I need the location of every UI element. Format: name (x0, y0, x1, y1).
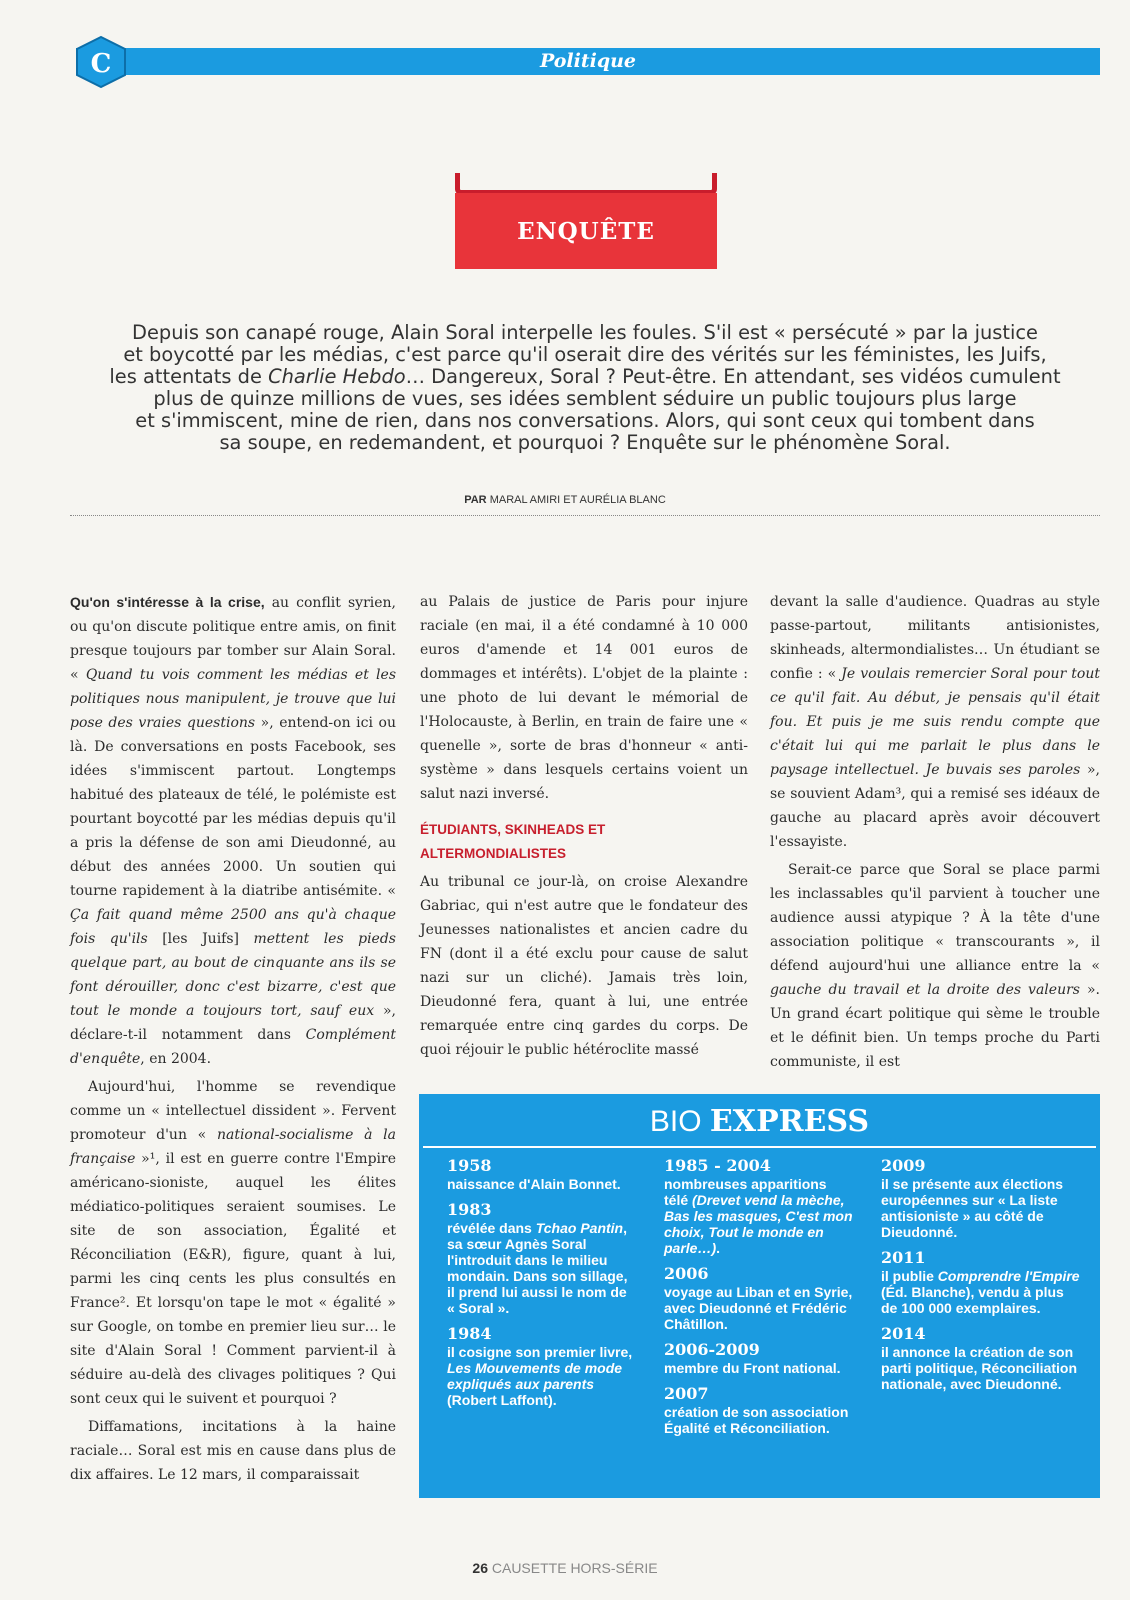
bio-column-3 (881, 1156, 1081, 1392)
bio-text: voyage au Liban et en Syrie, avec Dieudonné et Frédéric Châtillon. (664, 1284, 853, 1332)
intro-line: les attentats de Charlie Hebdo… Dangereux, Soral ? Peut-être. En attendant, ses vidéos cumulent (109, 365, 1061, 388)
bio-year: 1958 (447, 1156, 492, 1175)
paragraph: au Palais de justice de Paris pour injure raciale (en mai, il a été condamné à 10 000 euros d'amende et 14 001 euros de dommages et intérêts). L'objet de la plainte : une photo de lui devant le mémorial de l'Holocauste, à Berlin, en train de faire une « quenelle », sorte de bras d'honneur « anti-système » dans lesquels certains voient un salut nazi inversé. (420, 594, 748, 802)
bio-year: 2006 (664, 1264, 709, 1283)
lead-in: Qu'on s'intéresse à la crise, (70, 594, 265, 610)
bio-text: nombreuses apparitions télé (Drevet vend la mèche, Bas les masques, C'est mon choix, Tout le monde en parle…). (664, 1176, 853, 1256)
paragraph: Aujourd'hui, l'homme se revendique comme un « intellectuel dissident ». Fervent promoteur d'un « national-socialisme à la française »¹, il est en guerre contre l'Empire américano-sioniste, auquel les élites médiatico-politiques seraient soumises. Le site de son association, Égalité et Réconciliation (E&R), figure, quant à lui, parmi les cinq cents les plus consultés en France². Et lorsqu'on tape le mot « égalité » sur Google, on tombe en premier lieu sur… le site d'Alain Soral ! Comment parvient-il à séduire au-delà des clivages politiques ? Qui sont ceux qui le suivent et pourquoi ? (70, 1079, 396, 1407)
logo-letter: C (90, 49, 112, 79)
tag-label: ENQUÊTE (455, 193, 717, 269)
bio-text: il cosigne son premier livre, Les Mouvements de mode expliqués aux parents (Robert Laffont). (447, 1344, 633, 1408)
bio-year: 1985 - 2004 (664, 1156, 771, 1175)
bio-column-2 (664, 1156, 854, 1436)
page-number: 26 (472, 1560, 488, 1576)
category-tag (455, 173, 717, 271)
article-column-2 (420, 590, 748, 1062)
tag-bracket (455, 173, 717, 195)
bio-year: 2009 (881, 1156, 926, 1175)
bio-year: 2011 (881, 1248, 926, 1267)
intro-line: plus de quinze millions de vues, ses idées semblent séduire un public toujours plus large (153, 387, 1017, 410)
paragraph: devant la salle d'audience. Quadras au style passe-partout, militants antisionistes, skinheads, altermondialistes… Un étudiant se confie : « Je voulais remercier Soral pour tout ce qu'il fait. Au début, je pensais qu'il était fou. Et puis je me suis rendu compte que c'était lui qui me parlait le plus dans le paysage intellectuel. Je buvais ses paroles », se souvient Adam³, qui a remisé ses idéaux de gauche au placard après avoir découvert l'essayiste. (770, 594, 1100, 850)
bio-text: création de son association Égalité et Réconciliation. (664, 1404, 849, 1436)
article-intro (70, 322, 1100, 454)
byline-authors: MARAL AMIRI ET AURÉLIA BLANC (489, 494, 666, 506)
bio-text: il annonce la création de son parti politique, Réconciliation nationale, avec Dieudonné. (881, 1344, 1078, 1392)
causette-logo-icon (72, 34, 130, 90)
intro-line: sa soupe, en redemandent, et pourquoi ? Enquête sur le phénomène Soral. (219, 431, 951, 454)
bio-year: 2006-2009 (664, 1340, 760, 1359)
divider (70, 515, 1100, 516)
bio-text: il publie Comprendre l'Empire (Éd. Blanche), vendu à plus de 100 000 exemplaires. (881, 1268, 1080, 1316)
bio-divider (423, 1146, 1096, 1148)
page-footer (0, 1560, 1130, 1576)
paragraph: Qu'on s'intéresse à la crise, au conflit syrien, ou qu'on discute politique entre amis, on finit presque toujours par tomber sur Alain Soral. « Quand tu vois comment les médias et les politiques nous manipulent, je trouve que lui pose des vraies questions », entend-on ici ou là. De conversations en posts Facebook, ses idées s'immiscent partout. Longtemps habitué des plateaux de télé, le polémiste est pourtant boycotté par les médias depuis qu'il a pris la défense de son ami Dieudonné, au début des années 2000. Un soutien qui tourne rapidement à la diatribe antisémite. « Ça fait quand même 2500 ans qu'à chaque fois qu'ils [les Juifs] mettent les pieds quelque part, au bout de cinquante ans ils se font dérouiller, donc c'est bizarre, c'est que tout le monde a toujours tort, sauf eux », déclare-t-il notamment dans Complément d'enquête, en 2004. (70, 594, 397, 1067)
bio-title: BIO EXPRESS (649, 1104, 870, 1139)
bio-express-box (419, 1094, 1100, 1498)
bio-column-1 (447, 1156, 637, 1408)
bio-text: naissance d'Alain Bonnet. (447, 1176, 621, 1192)
section-header-bar (76, 48, 1100, 75)
intro-line: et boycotté par les médias, c'est parce qu'il oserait dire des vérités sur les féministes, les Juifs, (123, 343, 1047, 366)
byline (0, 494, 1130, 506)
section-title: Politique (539, 50, 637, 72)
bio-year: 1983 (447, 1200, 492, 1219)
bio-year: 1984 (447, 1324, 492, 1343)
paragraph: Au tribunal ce jour-là, on croise Alexandre Gabriac, qui n'est autre que le fondateur des Jeunesses nationalistes et ancien cadre du FN (dont il a été exclu pour cause de salut nazi sur un cliché). Jamais très loin, Dieudonné fera, quant à lui, une entrée remarquée entre cinq gardes du corps. De quoi réjouir le public hétéroclite massé (420, 874, 748, 1058)
intro-line: et s'immiscent, mine de rien, dans nos conversations. Alors, qui sont ceux qui tombent dans (135, 409, 1035, 432)
bio-year: 2007 (664, 1384, 709, 1403)
bio-text: membre du Front national. (664, 1360, 841, 1376)
bio-year: 2014 (881, 1324, 926, 1343)
paragraph: Diffamations, incitations à la haine raciale… Soral est mis en cause dans plus de dix affaires. Le 12 mars, il comparaissait (70, 1419, 396, 1483)
byline-par: PAR (464, 494, 487, 506)
article-column-1 (70, 590, 396, 1487)
intro-line: Depuis son canapé rouge, Alain Soral interpelle les foules. S'il est « persécuté » par la justice (132, 321, 1038, 344)
bio-text: il se présente aux élections européennes sur « La liste antisioniste » au côté de Dieudonné. (881, 1176, 1064, 1240)
paragraph: Serait-ce parce que Soral se place parmi les inclassables qu'il parvient à toucher une audience aussi atypique ? À la tête d'une association politique « transcourants », il défend aujourd'hui une alliance entre la « gauche du travail et la droite des valeurs ». Un grand écart politique qui sème le trouble et le définit bien. Un temps proche du Parti communiste, il est (770, 862, 1100, 1070)
bio-text: révélée dans Tchao Pantin, sa sœur Agnès Soral l'introduit dans le milieu mondain. Dans son sillage, il prend lui aussi le nom de « Soral ». (447, 1220, 628, 1316)
magazine-name: CAUSETTE HORS-SÉRIE (491, 1560, 658, 1576)
article-column-3 (770, 590, 1100, 1074)
subheading: ÉTUDIANTS, SKINHEADS ET ALTERMONDIALISTES (420, 822, 606, 861)
